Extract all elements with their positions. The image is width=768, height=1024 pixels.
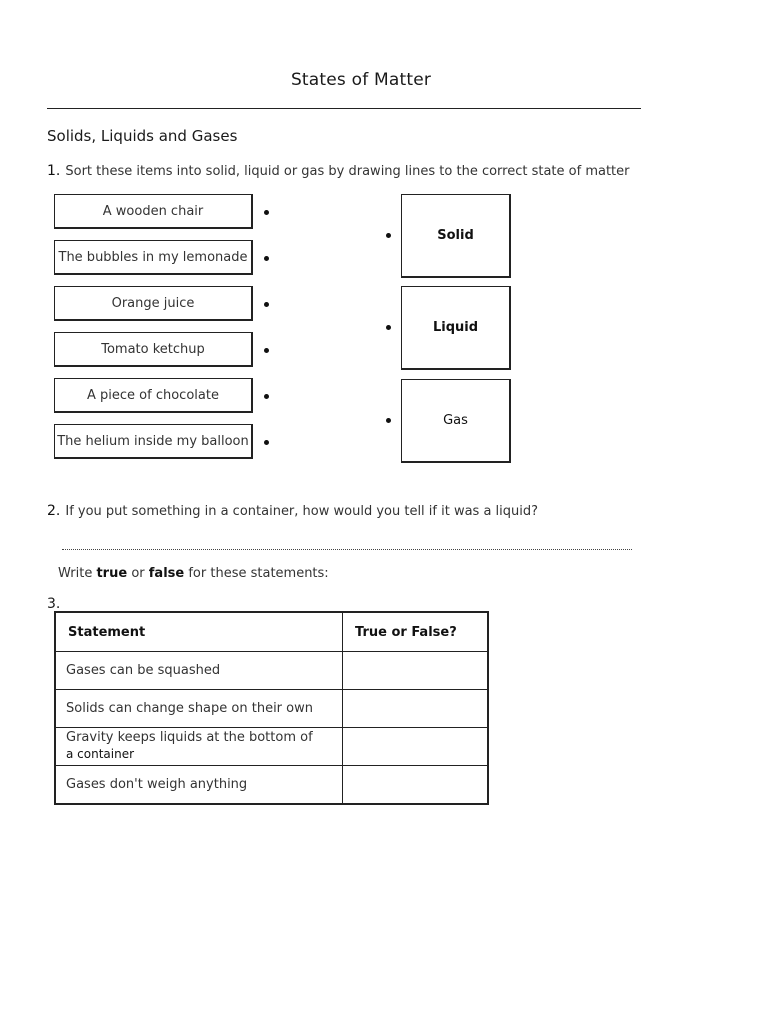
answer-cell[interactable] xyxy=(343,766,489,804)
item-tomato-ketchup: Tomato ketchup xyxy=(54,332,253,367)
answer-cell[interactable] xyxy=(343,690,489,728)
item-dot[interactable] xyxy=(264,210,269,215)
item-orange-juice: Orange juice xyxy=(54,286,253,321)
question-1-number: 1. xyxy=(47,163,61,179)
true-false-table xyxy=(54,611,489,805)
true-false-instruction: Write true or false for these statements: xyxy=(58,566,329,581)
answer-cell[interactable] xyxy=(343,728,489,766)
item-lemonade-bubbles: The bubbles in my lemonade xyxy=(54,240,253,275)
state-liquid: Liquid xyxy=(401,286,511,370)
table-row xyxy=(55,652,488,690)
statement-cell: Gases can be squashed xyxy=(55,652,343,690)
statement-cell: Gases don't weigh anything xyxy=(55,766,343,804)
item-wooden-chair: A wooden chair xyxy=(54,194,253,229)
question-2-text: If you put something in a container, how would you tell if it was a liquid? xyxy=(65,504,539,519)
table-row xyxy=(55,766,488,804)
state-dot[interactable] xyxy=(386,325,391,330)
state-dot[interactable] xyxy=(386,418,391,423)
answer-cell[interactable] xyxy=(343,652,489,690)
question-3-number: 3. xyxy=(47,596,61,612)
item-dot[interactable] xyxy=(264,440,269,445)
state-dot[interactable] xyxy=(386,233,391,238)
state-gas: Gas xyxy=(401,379,511,463)
page-title: States of Matter xyxy=(290,70,432,90)
question-1 xyxy=(47,163,630,179)
section-subtitle: Solids, Liquids and Gases xyxy=(47,127,238,145)
question-1-text: Sort these items into solid, liquid or gas by drawing lines to the correct state of matter xyxy=(65,164,630,179)
item-chocolate: A piece of chocolate xyxy=(54,378,253,413)
answer-line[interactable] xyxy=(62,549,632,550)
item-dot[interactable] xyxy=(264,256,269,261)
question-2-number: 2. xyxy=(47,503,61,519)
item-dot[interactable] xyxy=(264,348,269,353)
statement-cell: Solids can change shape on their own xyxy=(55,690,343,728)
item-dot[interactable] xyxy=(264,394,269,399)
title-divider xyxy=(47,108,641,109)
table-row xyxy=(55,728,488,766)
true-false-header: True or False? xyxy=(343,612,489,652)
statement-cell: Gravity keeps liquids at the bottom of a container xyxy=(55,728,343,766)
item-dot[interactable] xyxy=(264,302,269,307)
item-helium-balloon: The helium inside my balloon xyxy=(54,424,253,459)
state-solid: Solid xyxy=(401,194,511,278)
question-2 xyxy=(47,503,538,519)
table-row xyxy=(55,690,488,728)
statement-header: Statement xyxy=(55,612,343,652)
table-header-row xyxy=(55,612,488,652)
